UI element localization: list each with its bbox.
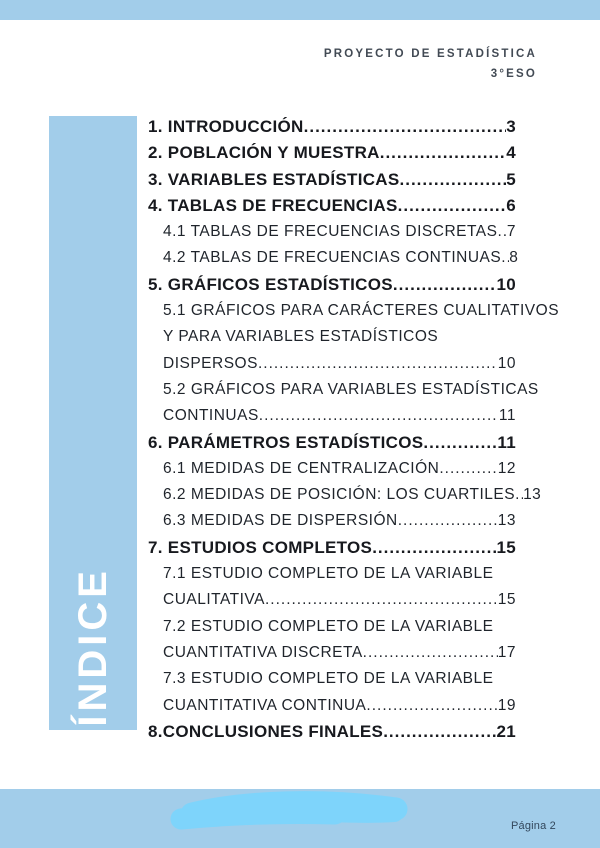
toc-line	[163, 640, 516, 666]
toc-entry-title: DISPERSOS	[163, 354, 258, 372]
dot-leader	[400, 167, 507, 193]
toc-line	[148, 535, 516, 561]
toc-line	[163, 245, 519, 271]
toc-page-number: 21	[496, 721, 516, 741]
dot-leader	[383, 719, 496, 745]
toc-entry-title: CUANTITATIVA DISCRETA	[163, 643, 363, 661]
dot-leader	[304, 114, 507, 140]
toc-line: 7.1 ESTUDIO COMPLETO DE LA VARIABLE	[163, 565, 494, 583]
toc-line	[163, 693, 516, 719]
header-project-title: PROYECTO DE ESTADÍSTICA	[323, 48, 537, 60]
toc-line	[163, 587, 516, 613]
toc-page-number: 17	[497, 643, 516, 661]
toc-entry	[148, 666, 516, 719]
toc-page-number: 10	[497, 354, 516, 372]
toc-entry	[148, 719, 516, 745]
toc-entry	[148, 614, 516, 667]
page-number: Página 2	[510, 820, 556, 832]
dot-leader	[366, 693, 497, 719]
toc-page-number: 10	[496, 274, 516, 294]
toc-page-number: 12	[497, 459, 516, 477]
toc-entry	[148, 377, 539, 430]
toc-entry-title: 8.CONCLUSIONES FINALES	[148, 721, 384, 741]
dot-leader	[393, 272, 497, 298]
toc-entry-title: 5. GRÁFICOS ESTADÍSTICOS	[148, 274, 393, 294]
toc-page-number: 13	[523, 486, 542, 504]
toc-line: 5.2 GRÁFICOS PARA VARIABLES ESTADÍSTICAS	[163, 380, 539, 398]
toc-entry	[148, 167, 516, 193]
toc-entry-title: 7. ESTUDIOS COMPLETOS	[148, 537, 373, 557]
toc-page-number: 11	[498, 407, 516, 425]
dot-leader	[501, 245, 509, 271]
toc-page-number: 15	[496, 537, 516, 557]
toc-line	[148, 114, 516, 140]
toc-entry	[148, 561, 516, 614]
toc-line	[163, 508, 516, 534]
toc-entry-title: CUANTITATIVA CONTINUA	[163, 696, 367, 714]
toc-entry	[148, 482, 542, 508]
toc-entry-title: 2. POBLACIÓN Y MUESTRA	[148, 143, 380, 163]
toc-entry-title: 4.2 TABLAS DE FRECUENCIAS CONTINUAS	[163, 249, 502, 267]
toc-line: Y PARA VARIABLES ESTADÍSTICOS	[163, 328, 439, 346]
toc-line	[148, 719, 516, 745]
toc-entry-title: CONTINUAS	[163, 407, 259, 425]
toc-entry-title: 6. PARÁMETROS ESTADÍSTICOS	[148, 432, 424, 452]
toc-page-number: 5	[506, 169, 516, 189]
toc-entry	[148, 245, 519, 271]
dot-leader	[265, 587, 498, 613]
toc-entry-title: 3. VARIABLES ESTADÍSTICAS	[148, 169, 400, 189]
toc-entry-title: 6.3 MEDIDAS DE DISPERSIÓN	[163, 512, 398, 530]
dot-leader	[497, 219, 506, 245]
dot-leader	[258, 351, 498, 377]
toc-entry-title: CUALITATIVA	[163, 591, 265, 609]
toc-line: 5.1 GRÁFICOS PARA CARÁCTERES CUALITATIVOS	[163, 302, 560, 320]
toc-page-number: 19	[497, 696, 516, 714]
toc-entry-title: 6.2 MEDIDAS DE POSICIÓN: LOS CUARTILES	[163, 486, 516, 504]
toc-entry	[148, 298, 560, 377]
toc-entry	[148, 508, 516, 534]
dot-leader	[259, 403, 499, 429]
toc-entry-title: 1. INTRODUCCIÓN	[148, 117, 304, 136]
toc-entry	[148, 272, 516, 298]
toc-line	[163, 351, 516, 377]
toc-page-number: 8	[509, 249, 519, 267]
indice-banner	[49, 116, 137, 730]
toc-entry	[148, 456, 516, 482]
toc-page-number: 11	[497, 432, 516, 452]
toc-page-number: 15	[497, 591, 516, 609]
toc-entry	[148, 219, 516, 245]
toc-page-number: 3	[506, 117, 516, 136]
toc-line: 7.2 ESTUDIO COMPLETO DE LA VARIABLE	[163, 617, 494, 635]
dot-leader	[380, 140, 507, 166]
table-of-contents	[148, 114, 560, 745]
toc-line	[148, 430, 516, 456]
dot-leader	[372, 535, 496, 561]
marker-scribble	[0, 789, 600, 848]
dot-leader	[398, 193, 507, 219]
toc-entry	[148, 430, 516, 456]
dot-leader	[363, 640, 498, 666]
toc-page-number: 4	[506, 143, 516, 163]
toc-entry	[148, 535, 516, 561]
toc-line	[163, 219, 516, 245]
toc-page-number: 6	[506, 195, 516, 215]
toc-line	[163, 456, 516, 482]
dot-leader	[515, 482, 523, 508]
toc-entry-title: 4.1 TABLAS DE FRECUENCIAS DISCRETAS	[163, 223, 498, 241]
document-header	[324, 45, 537, 84]
toc-line	[148, 193, 516, 219]
dot-leader	[423, 430, 497, 456]
toc-line	[163, 482, 542, 508]
toc-entry	[148, 114, 516, 140]
toc-line	[148, 272, 516, 298]
indice-vertical-label: ÍNDICE	[70, 567, 115, 727]
toc-entry-title: 4. TABLAS DE FRECUENCIAS	[148, 195, 398, 215]
toc-entry	[148, 193, 516, 219]
dot-leader	[439, 456, 497, 482]
toc-line	[163, 403, 516, 429]
header-course-label: 3°ESO	[490, 67, 537, 80]
toc-line	[148, 167, 516, 193]
dot-leader	[398, 508, 498, 534]
toc-line	[148, 140, 516, 166]
top-accent-band	[0, 0, 600, 20]
toc-entry-title: 6.1 MEDIDAS DE CENTRALIZACIÓN	[163, 459, 440, 477]
toc-page-number: 7	[506, 223, 516, 241]
toc-page-number: 13	[497, 512, 516, 530]
toc-line: 7.3 ESTUDIO COMPLETO DE LA VARIABLE	[163, 670, 494, 688]
toc-entry	[148, 140, 516, 166]
